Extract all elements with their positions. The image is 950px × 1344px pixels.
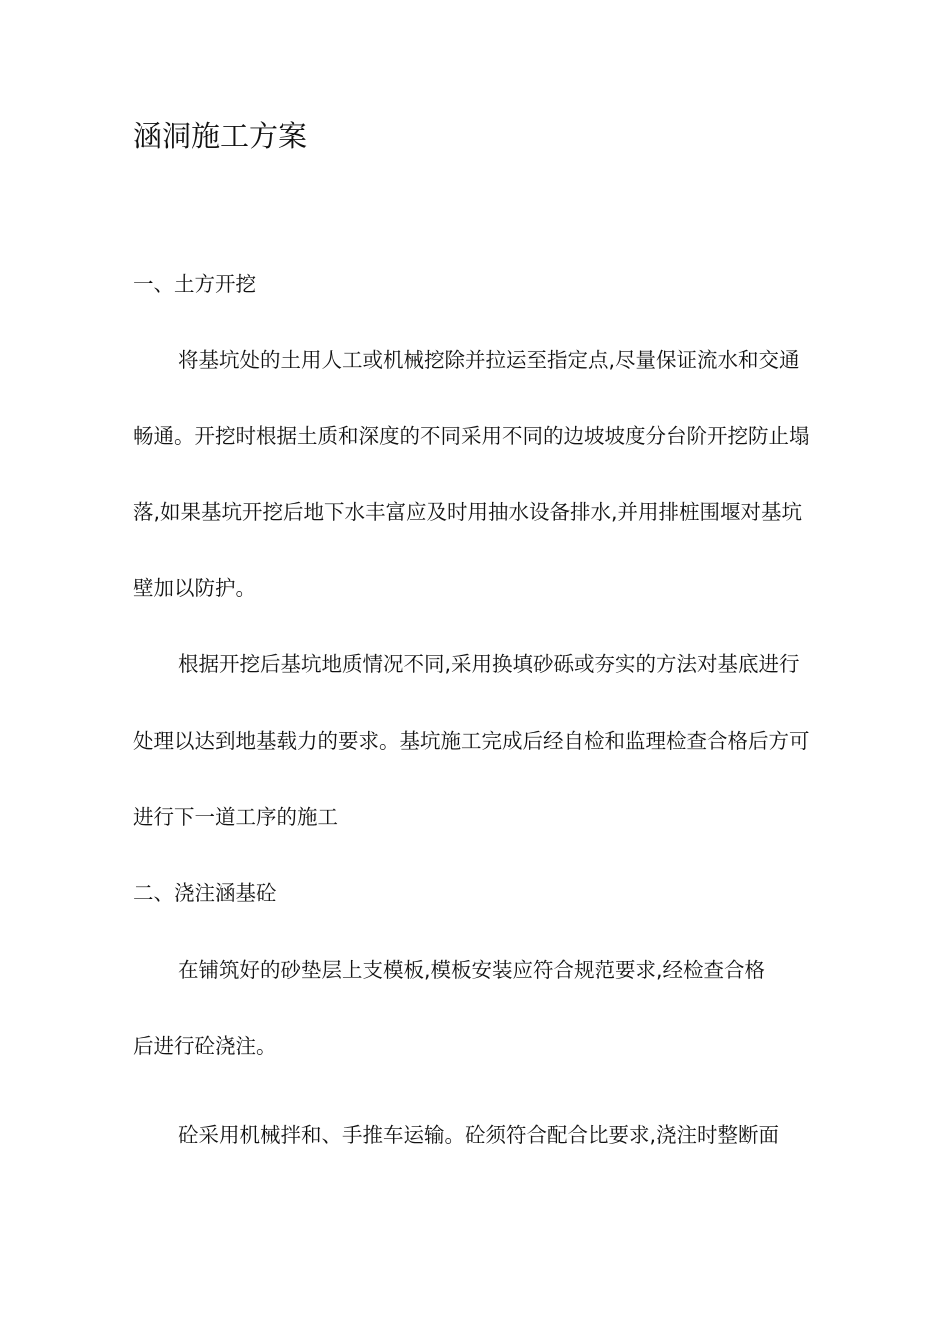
paragraph-line: 畅通。开挖时根据土质和深度的不同采用不同的边坡坡度分台阶开挖防止塌 [133,424,810,448]
paragraph-line: 砼采用机械拌和、手推车运输。砼须符合配合比要求,浇注时整断面 [178,1123,780,1147]
page-title: 涵洞施工方案 [133,119,308,153]
section-heading-earthwork: 一、土方开挖 [133,272,256,296]
paragraph-line: 在铺筑好的砂垫层上支模板,模板安装应符合规范要求,经检查合格 [178,958,766,982]
section-heading-foundation: 二、浇注涵基砼 [133,881,277,905]
paragraph-line: 壁加以防护。 [133,576,256,600]
paragraph-line: 进行下一道工序的施工 [133,805,338,829]
paragraph-line: 处理以达到地基载力的要求。基坑施工完成后经自检和监理检查合格后方可 [133,729,810,753]
paragraph-line: 将基坑处的土用人工或机械挖除并拉运至指定点,尽量保证流水和交通 [178,348,800,372]
paragraph-line: 落,如果基坑开挖后地下水丰富应及时用抽水设备排水,并用排桩围堰对基坑 [133,500,803,524]
paragraph-line: 后进行砼浇注。 [133,1034,277,1058]
paragraph-line: 根据开挖后基坑地质情况不同,采用换填砂砾或夯实的方法对基底进行 [178,652,800,676]
